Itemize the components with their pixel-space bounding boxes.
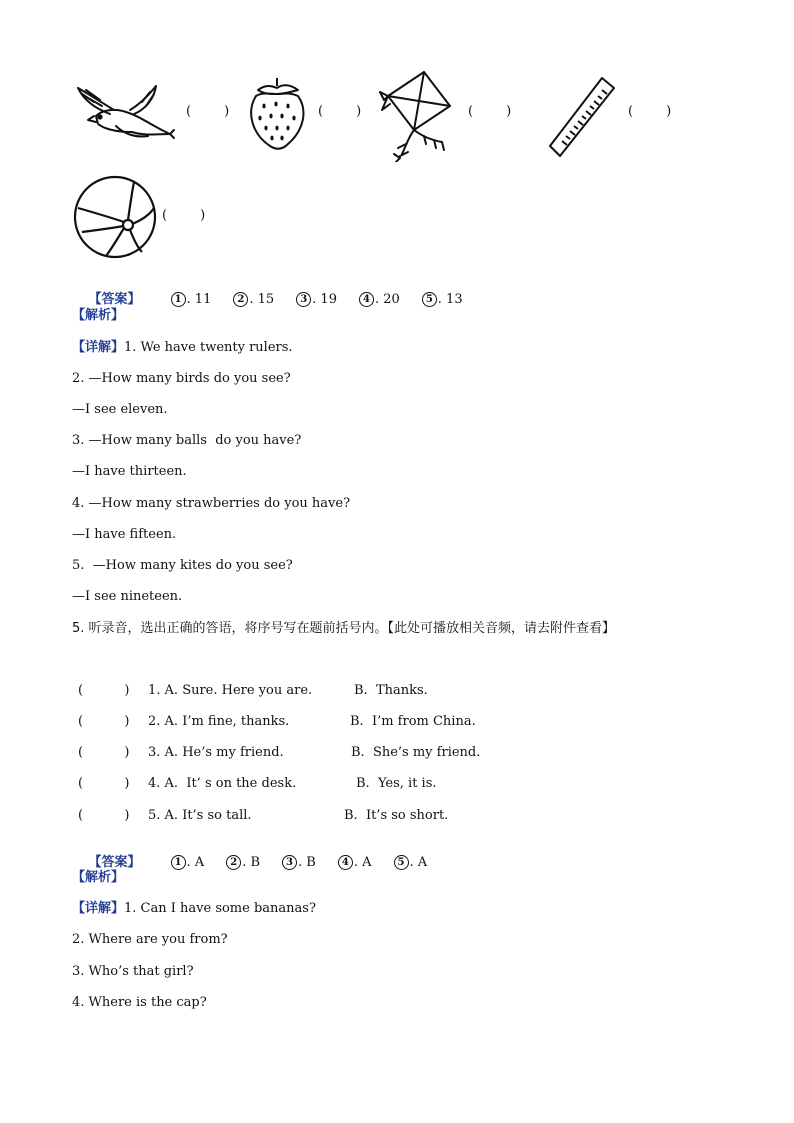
q5-item-2-blank[interactable]: ( ) [78,714,130,729]
detail-line: 2. —How many birds do you see? [72,371,291,386]
detail-line: —I see nineteen. [72,589,183,604]
detail-line: —I have fifteen. [72,527,177,542]
ruler-answer-blank[interactable]: ( ) [628,104,672,119]
q5-item-4-option-b: B. Yes, it is. [356,776,437,791]
q5-item-4-option-a: 4. A. It’ s on the desk. [148,776,297,791]
strawberry-answer-blank[interactable]: ( ) [318,104,362,119]
q5-answer-2: 2 . B [226,855,260,871]
analysis-label: 【解析】 [72,308,125,323]
q5-item-1-blank[interactable]: ( ) [78,683,130,698]
detail-line: 5. —How many kites do you see? [72,558,293,573]
q5-item-5-option-b: B. It’s so short. [344,808,449,823]
strawberry-icon [244,72,310,154]
detail-line: —I have thirteen. [72,464,187,479]
q5-item-5-blank[interactable]: ( ) [78,808,130,823]
q5-item-1-option-a: 1. A. Sure. Here you are. [148,683,313,698]
q4-answer-4: 4 . 20 [359,292,400,308]
q5-answer-4: 4 . A [338,855,372,871]
answer-label: 【答案】 [88,855,141,870]
q4-answer-1: 1 . 11 [171,292,212,308]
detail-line: 3. Who’s that girl? [72,964,194,979]
detail-line: —I see eleven. [72,402,168,417]
detail-line: 4. —How many strawberries do you have? [72,496,351,511]
q5-item-3-option-b: B. She’s my friend. [351,745,481,760]
ruler-icon [546,74,616,160]
q4-answer-5: 5 . 13 [422,292,463,308]
detail-line: 4. Where is the cap? [72,995,207,1010]
detail-label: 【详解】 [72,340,125,355]
detail-line: 3. —How many balls do you have? [72,433,302,448]
bird-icon [74,82,176,144]
kite-answer-blank[interactable]: ( ) [468,104,512,119]
detail-label: 【详解】 [72,901,125,916]
q5-item-3-option-a: 3. A. He’s my friend. [148,745,284,760]
ball-icon [72,174,158,260]
question-5-title: 5. 听录音，选出正确的答语，将序号写在题前括号内。【此处可播放相关音频，请去附件查看】 [72,621,616,636]
detail-line: 【详解】1. We have twenty rulers. [72,340,293,355]
q5-item-3-blank[interactable]: ( ) [78,745,130,760]
q5-answer-3: 3 . B [282,855,316,871]
detail-line: 2. Where are you from? [72,932,228,947]
ball-answer-blank[interactable]: ( ) [162,208,206,223]
q4-answer-row [72,276,485,324]
analysis-label: 【解析】 [72,870,125,885]
q5-item-1-option-b: B. Thanks. [354,683,428,698]
bird-answer-blank[interactable]: ( ) [186,104,230,119]
answer-label: 【答案】 [88,292,141,307]
q5-item-2-option-b: B. I’m from China. [350,714,476,729]
q5-item-2-option-a: 2. A. I’m fine, thanks. [148,714,290,729]
q5-item-4-blank[interactable]: ( ) [78,776,130,791]
q4-answer-3: 3 . 19 [296,292,337,308]
kite-icon [378,70,456,162]
q5-answer-5: 5 . A [394,855,428,871]
q5-answer-1: 1 . A [171,855,205,871]
detail-line: 【详解】1. Can I have some bananas? [72,901,316,916]
q4-answer-2: 2 . 15 [233,292,274,308]
q5-answer-row [72,839,449,887]
q5-item-5-option-a: 5. A. It’s so tall. [148,808,252,823]
